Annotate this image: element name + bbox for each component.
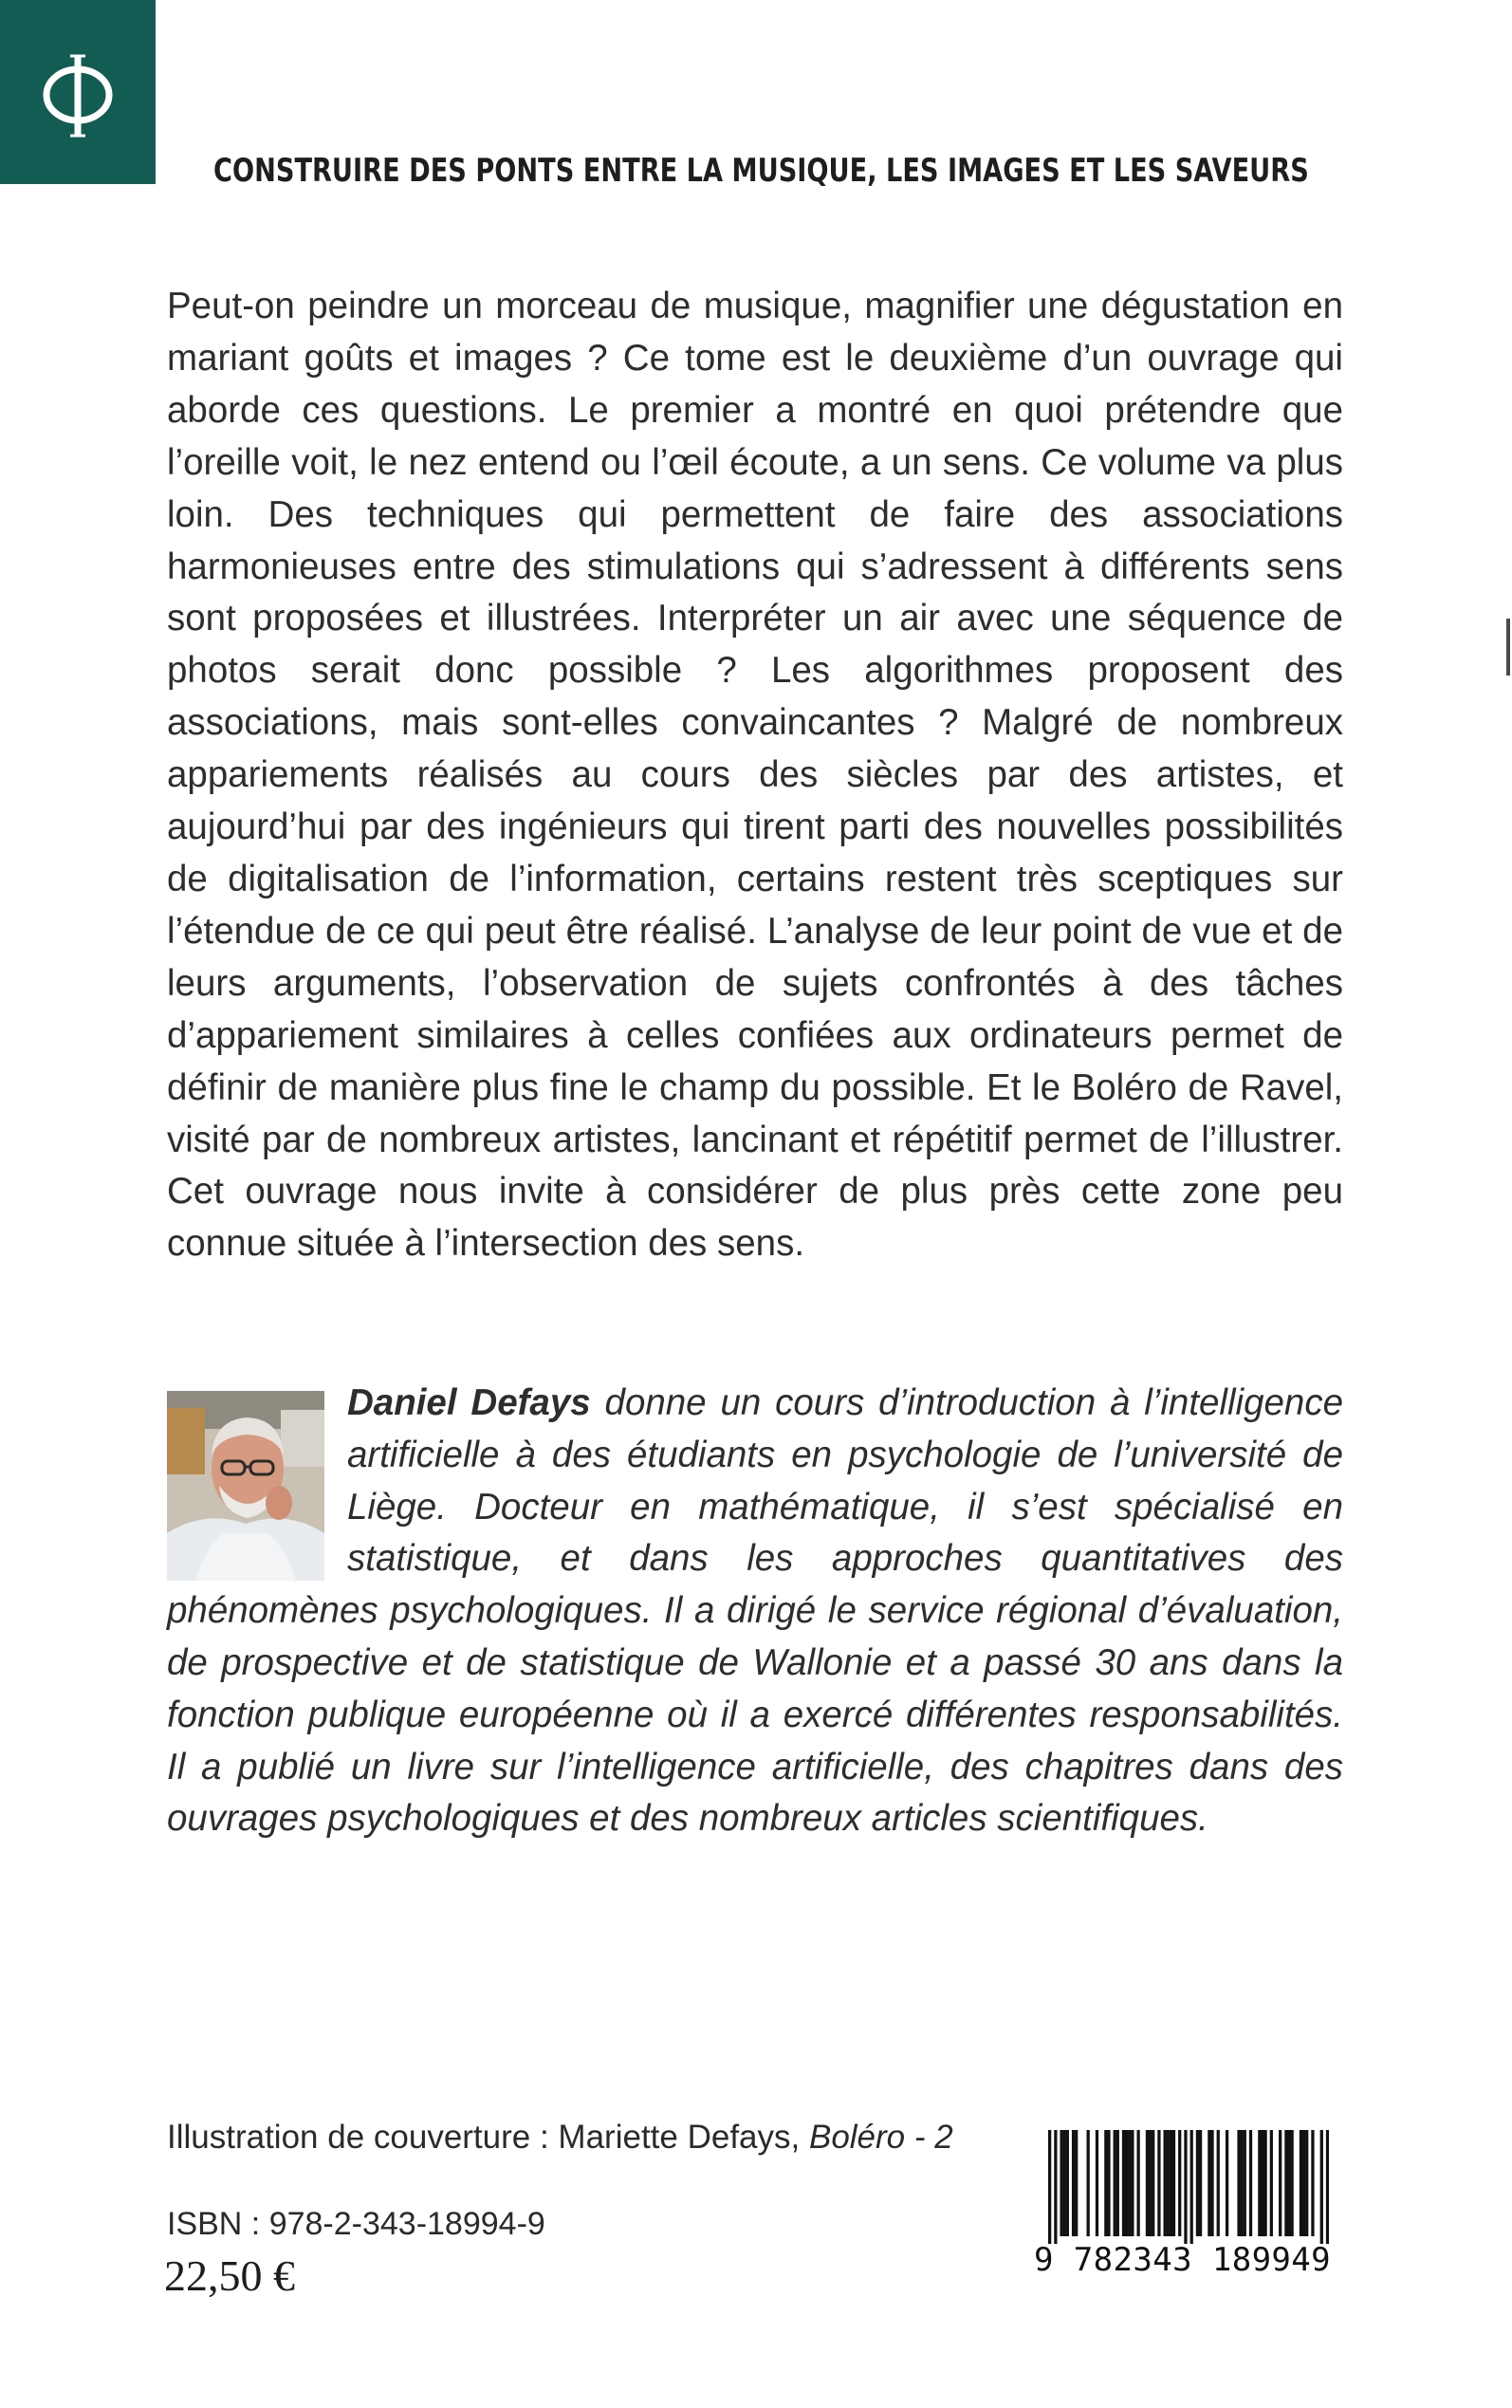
barcode-bar	[1060, 2130, 1062, 2236]
barcode-bar	[1114, 2130, 1116, 2236]
barcode-bar	[1125, 2130, 1128, 2236]
barcode-bar	[1152, 2130, 1154, 2236]
phi-logo-icon	[36, 49, 120, 144]
barcode-bar	[1261, 2130, 1263, 2236]
cover-illustration-credit	[167, 2119, 953, 2157]
barcode-bar	[1157, 2130, 1160, 2236]
barcode-bar	[1305, 2130, 1308, 2236]
barcode-bar	[1104, 2130, 1107, 2236]
barcode-bar	[1170, 2130, 1172, 2236]
barcode-bar	[1128, 2130, 1131, 2236]
barcode-bar	[1302, 2130, 1305, 2236]
cover-credit-prefix: Illustration de couverture : Mariette Defays,	[167, 2119, 809, 2156]
barcode-bars	[1048, 2130, 1329, 2244]
barcode-bar	[1149, 2130, 1152, 2236]
barcode-bar	[1190, 2130, 1193, 2244]
book-blurb: Peut-on peindre un morceau de musique, magnifier une dégustation en mariant goûts et images ? Ce tome est le deuxième d’un ouvrage qui aborde ces questions. Le premier a montré en quoi prétendre que l’oreille voit, le nez entend ou l’œil écoute, a un sens. Ce volume va plus loin. Des techniques qui permettent de faire des associations harmonieuses entre des stimulations qui s’adressent à différents sens sont proposées et illustrées. Interpréter un air avec une séquence de photos serait donc possible ? Les algorithmes proposent des associations, mais sont-elles convaincantes ? Malgré de nombreux appariements réalisés au cours des siècles par des artistes, et aujourd’hui par des ingénieurs qui tirent parti des nouvelles possibilités de digitalisation de l’information, certains restent très sceptiques sur l’étendue de ce qui peut être réalisé. L’analyse de leur point de vue et de leurs arguments, l’observation de sujets confrontés à des tâches d’appariement similaires à celles confiées aux ordinateurs permet de définir de manière plus fine le champ du possible. Et le Boléro de Ravel, visité par de nombreux artistes, lancinant et répétitif permet de l’illustrer. Cet ouvrage nous invite à considérer de plus près cette zone peu connue située à l’intersection des sens.	[167, 286, 1343, 1265]
barcode-bar	[1237, 2130, 1240, 2236]
barcode-bar	[1172, 2130, 1175, 2236]
publisher-logo	[0, 0, 156, 184]
author-bio	[167, 1378, 1343, 1845]
barcode-bar	[1249, 2130, 1252, 2236]
barcode-bar	[1270, 2130, 1273, 2236]
barcode-bar	[1241, 2130, 1244, 2236]
barcode-bar	[1217, 2130, 1220, 2236]
cover-credit-work: Boléro - 2	[808, 2119, 953, 2156]
barcode-bar	[1136, 2130, 1139, 2236]
barcode-bar	[1066, 2130, 1069, 2236]
barcode-bar	[1087, 2130, 1090, 2236]
barcode-bar	[1208, 2130, 1210, 2236]
barcode-bar	[1164, 2130, 1167, 2236]
spine-edge-mark	[1506, 619, 1510, 676]
barcode-bar	[1096, 2130, 1098, 2236]
barcode-bar	[1326, 2130, 1329, 2244]
barcode-digits: 9 782343 189949	[1034, 2241, 1332, 2279]
author-name: Daniel Defays	[347, 1382, 591, 1423]
barcode-bar	[1075, 2130, 1078, 2236]
barcode-bar	[1048, 2130, 1051, 2244]
barcode-bar	[1063, 2130, 1066, 2236]
author-bio-text: donne un cours d’introduction à l’intelligence artificielle à des étudiants en psychologie de l’université de Liège. Docteur en mathématique, il s’est spécialisé en statistique, et dans les approches quantitatives des phénomènes psychologiques. Il a dirigé le service régional d’évaluation, de prospective et de statistique de Wallonie et a passé 30 ans dans la fonction publique européenne où il a exercé différentes responsabilités. Il a publié un livre sur l’intelligence artificielle, des chapitres dans des ouvrages psychologiques et des nombreux articles scientifiques.	[167, 1382, 1343, 1840]
barcode-bar	[1226, 2130, 1228, 2236]
barcode-bar	[1290, 2130, 1293, 2236]
barcode-bar	[1196, 2130, 1199, 2236]
isbn: ISBN : 978-2-343-18994-9	[167, 2206, 545, 2242]
series-title: CONSTRUIRE DES PONTS ENTRE LA MUSIQUE, LES IMAGES ET LES SAVEURS	[213, 152, 1309, 190]
barcode-bar	[1287, 2130, 1290, 2236]
barcode-bar	[1279, 2130, 1282, 2236]
barcode-bar	[1244, 2130, 1246, 2236]
barcode-bar	[1131, 2130, 1134, 2236]
barcode-bar	[1210, 2130, 1213, 2236]
barcode-bar	[1178, 2130, 1181, 2236]
price: 22,50 €	[164, 2251, 295, 2300]
barcode	[1048, 2130, 1329, 2244]
barcode-bar	[1300, 2130, 1302, 2236]
barcode-bar	[1072, 2130, 1075, 2236]
barcode-bar	[1320, 2130, 1323, 2244]
barcode-bar	[1199, 2130, 1202, 2236]
barcode-bar	[1107, 2130, 1110, 2236]
barcode-bar	[1146, 2130, 1149, 2236]
barcode-bar	[1167, 2130, 1170, 2236]
barcode-bar	[1184, 2130, 1187, 2244]
barcode-bar	[1311, 2130, 1314, 2236]
barcode-bar	[1284, 2130, 1287, 2236]
barcode-bar	[1258, 2130, 1261, 2236]
barcode-bar	[1263, 2130, 1266, 2236]
barcode-bar	[1116, 2130, 1119, 2236]
barcode-bar	[1054, 2130, 1057, 2244]
barcode-bar	[1122, 2130, 1125, 2236]
